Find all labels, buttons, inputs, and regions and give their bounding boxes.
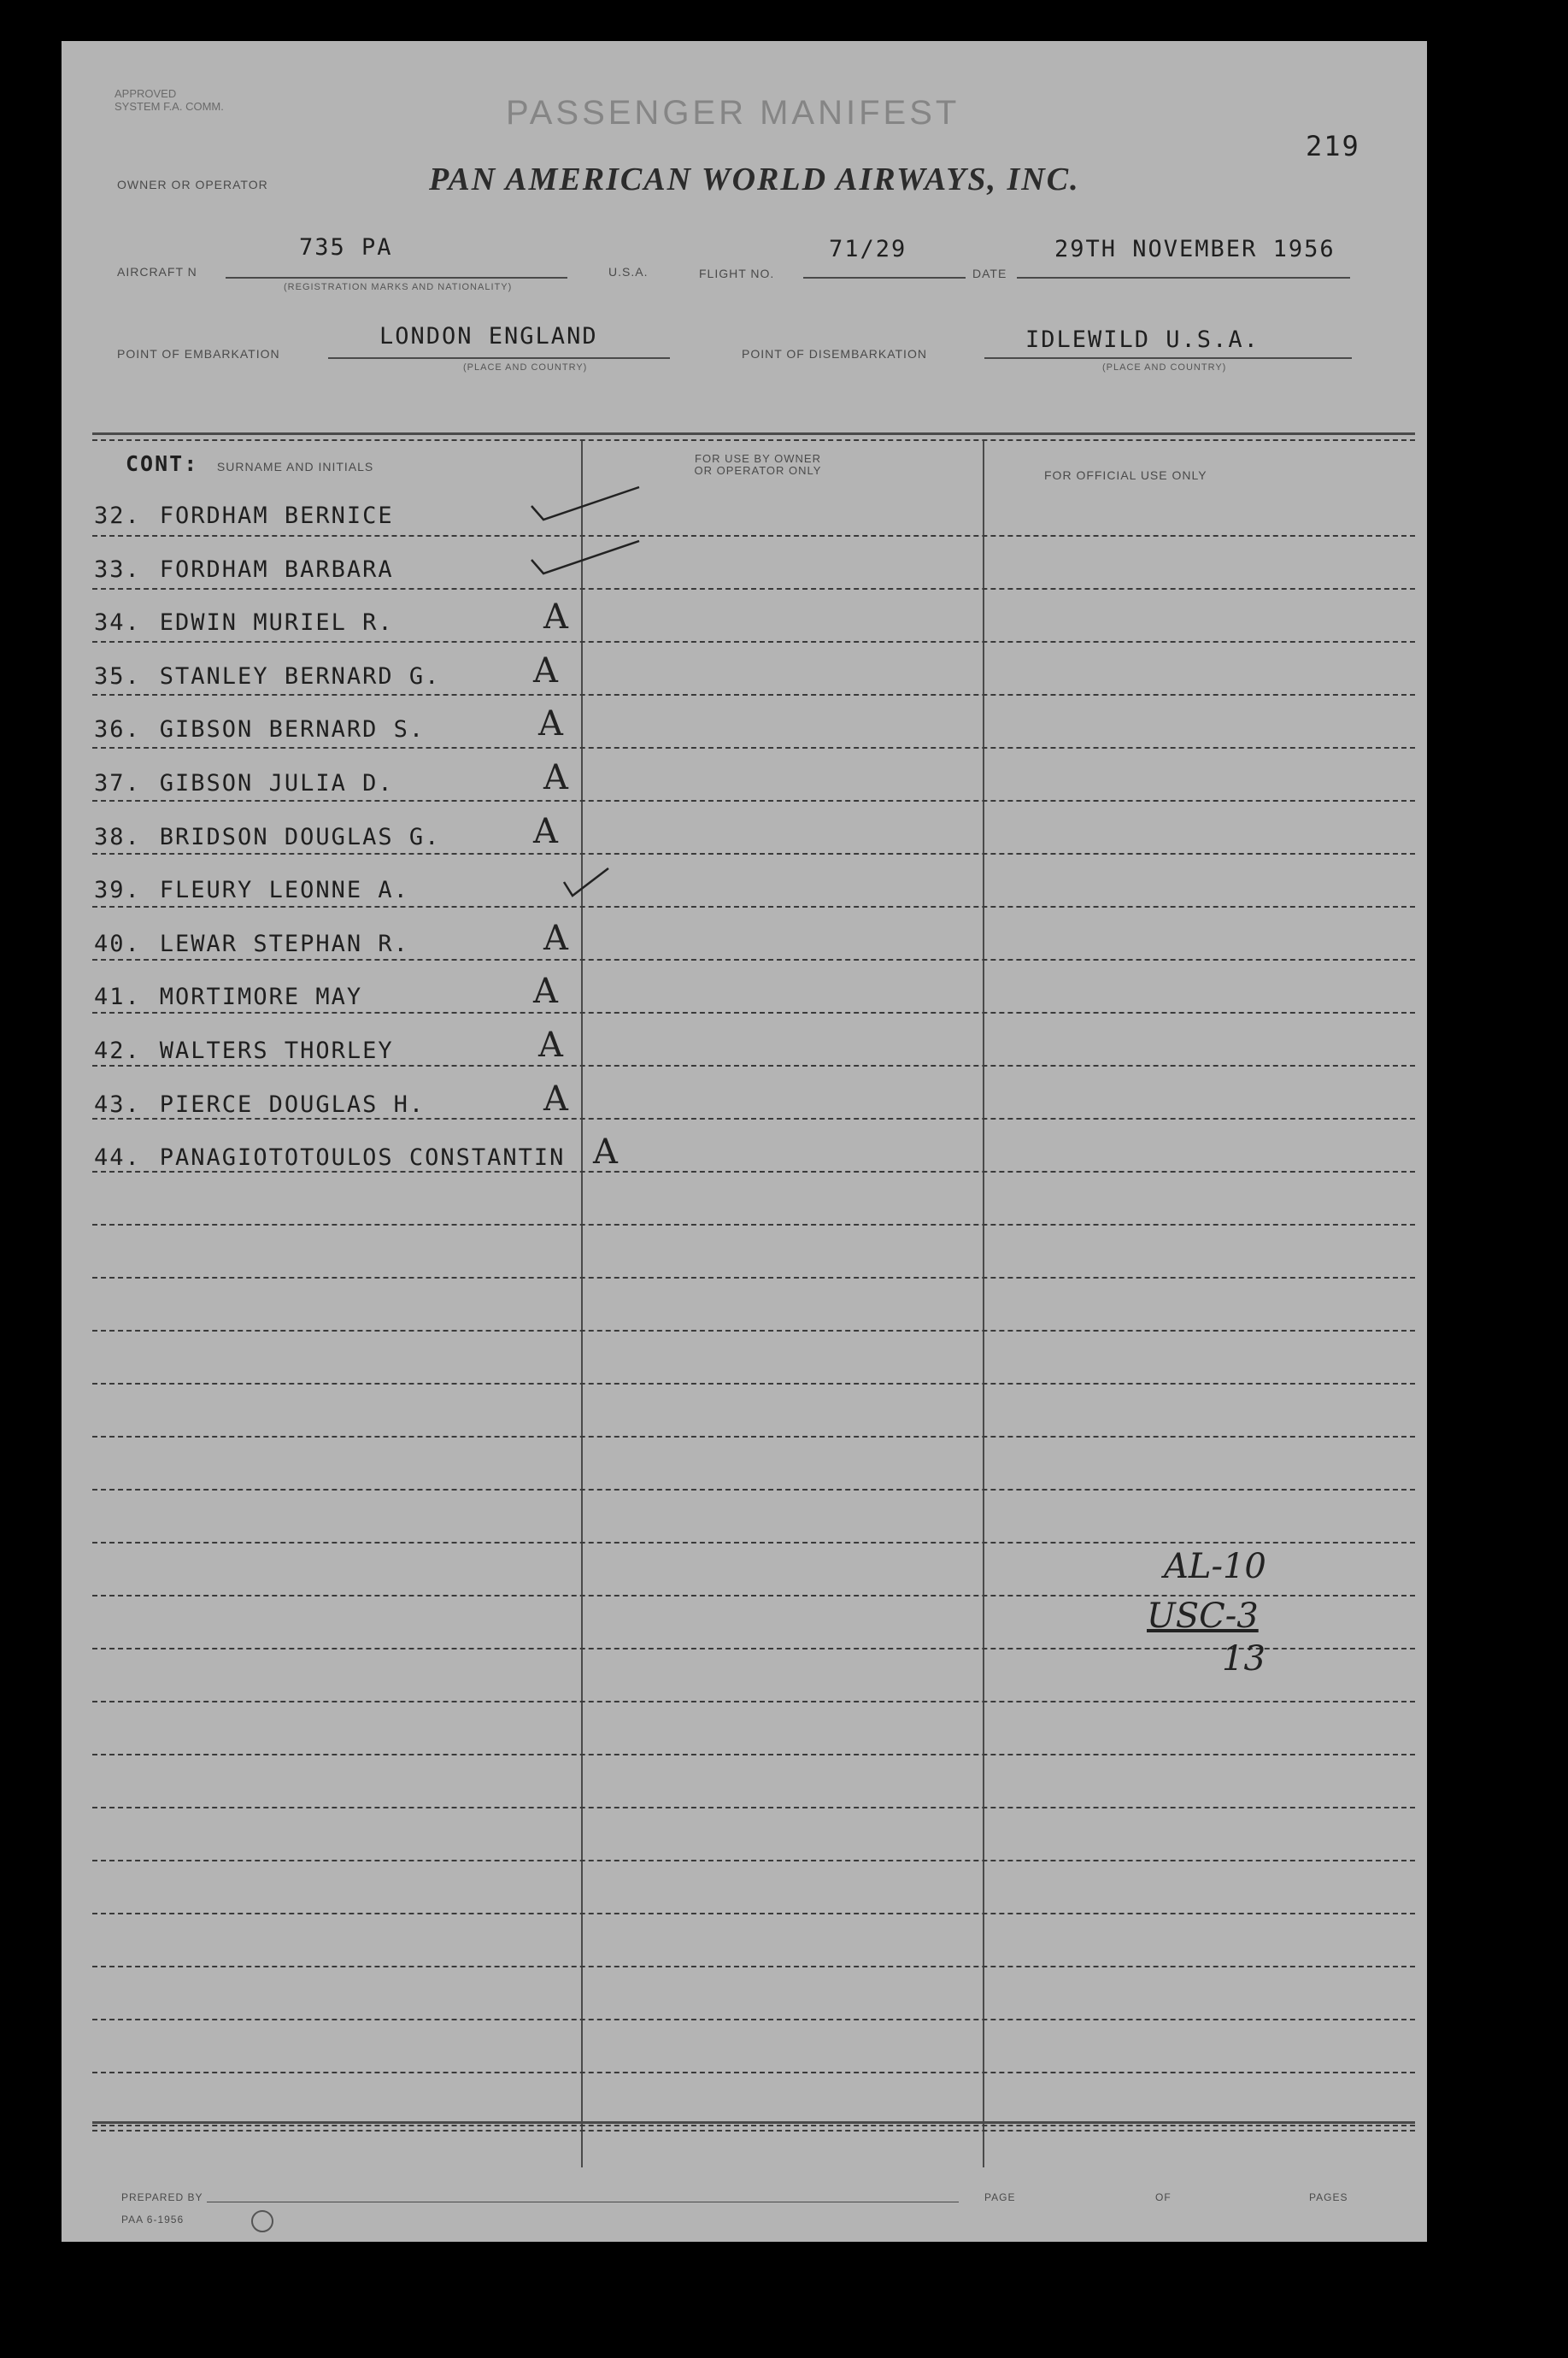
passenger-row bbox=[94, 1038, 948, 1064]
approval-stamp bbox=[115, 87, 224, 113]
passenger-name: MORTIMORE MAY bbox=[159, 984, 363, 1011]
date-label: DATE bbox=[972, 267, 1007, 280]
check-mark-icon bbox=[557, 851, 685, 903]
usa-label: U.S.A. bbox=[608, 265, 649, 279]
row-rule bbox=[92, 1860, 1415, 1861]
flight-value: 71/29 bbox=[829, 236, 907, 262]
passenger-name: LEWAR STEPHAN R. bbox=[159, 930, 409, 957]
row-rule bbox=[92, 1701, 1415, 1702]
check-mark-icon bbox=[520, 477, 648, 528]
table-bottom-rule bbox=[92, 2121, 1415, 2124]
passenger-row bbox=[94, 663, 948, 690]
row-rule bbox=[92, 1118, 1415, 1120]
operator-name: PAN AMERICAN WORLD AIRWAYS, INC. bbox=[429, 162, 1080, 197]
disembark-label: POINT OF DISEMBARKATION bbox=[742, 347, 927, 361]
date-value: 29TH NOVEMBER 1956 bbox=[1054, 236, 1336, 262]
prepared-by-label: PREPARED BY bbox=[121, 2191, 203, 2203]
tally-line-1: AL-10 bbox=[1164, 1547, 1266, 1586]
aircraft-label: AIRCRAFT N bbox=[117, 265, 197, 279]
approval-mark: A bbox=[533, 650, 558, 691]
approval-mark: A bbox=[543, 1079, 568, 1119]
passenger-name: WALTERS THORLEY bbox=[159, 1038, 394, 1064]
embark-sublabel: (PLACE AND COUNTRY) bbox=[463, 362, 588, 373]
col-divider-2 bbox=[983, 441, 984, 2167]
aircraft-value: 735 PA bbox=[299, 234, 393, 261]
row-rule bbox=[92, 1648, 1415, 1649]
passenger-name: GIBSON JULIA D. bbox=[159, 770, 394, 797]
row-rule bbox=[92, 588, 1415, 590]
col-header-surname bbox=[126, 451, 373, 476]
of-label: OF bbox=[1155, 2191, 1172, 2203]
flight-label: FLIGHT NO. bbox=[699, 267, 775, 280]
passenger-number: 34. bbox=[94, 609, 141, 637]
union-bug-icon bbox=[251, 2210, 273, 2232]
passenger-number: 42. bbox=[94, 1038, 141, 1064]
disembark-sublabel: (PLACE AND COUNTRY) bbox=[1102, 362, 1227, 373]
embark-value: LONDON ENGLAND bbox=[379, 323, 598, 350]
passenger-name: FLEURY LEONNE A. bbox=[159, 877, 409, 904]
passenger-number: 40. bbox=[94, 930, 141, 957]
row-rule bbox=[92, 535, 1415, 537]
page-label: PAGE bbox=[984, 2191, 1016, 2203]
form-number: PAA 6-1956 bbox=[121, 2214, 185, 2226]
approval-stamp-line: APPROVED bbox=[115, 87, 177, 100]
page-title: PASSENGER MANIFEST bbox=[506, 94, 960, 132]
passenger-number: 37. bbox=[94, 770, 141, 797]
row-rule bbox=[92, 641, 1415, 643]
table-bottom-rule-2 bbox=[92, 2130, 1415, 2132]
table-top-rule bbox=[92, 432, 1415, 435]
row-rule bbox=[92, 1065, 1415, 1067]
passenger-row bbox=[94, 877, 948, 903]
passenger-number: 33. bbox=[94, 556, 141, 583]
passenger-row bbox=[94, 1144, 948, 1171]
passenger-row bbox=[94, 609, 948, 636]
aircraft-underline bbox=[226, 277, 567, 279]
passenger-number: 38. bbox=[94, 823, 141, 850]
row-rule bbox=[92, 906, 1415, 908]
row-rule bbox=[92, 747, 1415, 749]
check-mark-icon bbox=[520, 531, 648, 582]
manifest-sheet bbox=[62, 41, 1427, 2242]
row-rule bbox=[92, 2072, 1415, 2073]
passenger-name: EDWIN MURIEL R. bbox=[159, 609, 394, 637]
approval-mark: A bbox=[543, 758, 568, 797]
passenger-name: STANLEY BERNARD G. bbox=[159, 662, 441, 690]
passenger-number: 39. bbox=[94, 877, 141, 904]
approval-mark: A bbox=[543, 918, 568, 958]
passenger-row bbox=[94, 1091, 948, 1118]
approval-stamp-line: SYSTEM F.A. COMM. bbox=[115, 100, 224, 113]
passenger-number: 32. bbox=[94, 503, 141, 529]
row-rule bbox=[92, 2019, 1415, 2020]
passenger-name: FORDHAM BARBARA bbox=[159, 556, 394, 583]
col-header-official: FOR OFFICIAL USE ONLY bbox=[1044, 468, 1207, 482]
row-rule bbox=[92, 1542, 1415, 1544]
disembark-value: IDLEWILD U.S.A. bbox=[1025, 326, 1260, 353]
passenger-name: PANAGIOTOTOULOS CONSTANTIN bbox=[159, 1144, 566, 1172]
row-rule bbox=[92, 959, 1415, 961]
row-rule bbox=[92, 800, 1415, 802]
passenger-number: 43. bbox=[94, 1091, 141, 1118]
date-underline bbox=[1017, 277, 1350, 279]
approval-mark: A bbox=[538, 1026, 563, 1065]
page-number: 219 bbox=[1306, 130, 1360, 162]
passenger-name: BRIDSON DOUGLAS G. bbox=[159, 823, 441, 850]
row-rule bbox=[92, 1754, 1415, 1755]
passenger-name: FORDHAM BERNICE bbox=[159, 503, 394, 529]
approval-mark: A bbox=[533, 811, 558, 851]
table-top-rule-2 bbox=[92, 439, 1415, 441]
row-rule bbox=[92, 1277, 1415, 1279]
row-rule bbox=[92, 2125, 1415, 2126]
passenger-number: 35. bbox=[94, 662, 141, 690]
row-rule bbox=[92, 694, 1415, 696]
row-rule bbox=[92, 1436, 1415, 1438]
passenger-row bbox=[94, 716, 948, 743]
row-rule bbox=[92, 1330, 1415, 1332]
embark-underline bbox=[328, 357, 670, 359]
row-rule bbox=[92, 1224, 1415, 1226]
passenger-name: PIERCE DOUGLAS H. bbox=[159, 1091, 426, 1118]
passenger-row bbox=[94, 770, 948, 797]
embark-label: POINT OF EMBARKATION bbox=[117, 347, 280, 361]
passenger-name: GIBSON BERNARD S. bbox=[159, 716, 426, 744]
surname-label: SURNAME AND INITIALS bbox=[216, 460, 374, 473]
aircraft-sublabel: (REGISTRATION MARKS AND NATIONALITY) bbox=[284, 282, 513, 292]
row-rule bbox=[92, 1383, 1415, 1385]
pages-label: PAGES bbox=[1309, 2191, 1348, 2203]
row-rule bbox=[92, 1171, 1415, 1173]
row-rule bbox=[92, 1807, 1415, 1808]
passenger-row bbox=[94, 931, 948, 957]
col-divider-1 bbox=[581, 441, 583, 2167]
row-rule bbox=[92, 853, 1415, 855]
approval-mark: A bbox=[538, 704, 563, 744]
row-rule bbox=[92, 1913, 1415, 1914]
row-rule bbox=[92, 1966, 1415, 1967]
col-header-owner: FOR USE BY OWNER OR OPERATOR ONLY bbox=[694, 452, 822, 477]
tally-total: 13 bbox=[1222, 1639, 1266, 1679]
owner-label: OWNER OR OPERATOR bbox=[117, 178, 268, 191]
flight-underline bbox=[803, 277, 966, 279]
passenger-row bbox=[94, 824, 948, 850]
passenger-number: 36. bbox=[94, 716, 141, 744]
approval-mark: A bbox=[593, 1132, 618, 1173]
row-rule bbox=[92, 1489, 1415, 1491]
disembark-underline bbox=[984, 357, 1352, 359]
cont-label: CONT: bbox=[126, 451, 199, 476]
row-rule bbox=[92, 1012, 1415, 1014]
approval-mark: A bbox=[533, 972, 558, 1012]
passenger-row bbox=[94, 984, 948, 1010]
passenger-number: 44. bbox=[94, 1144, 141, 1172]
tally-line-2: USC-3 bbox=[1147, 1597, 1259, 1636]
approval-mark: A bbox=[543, 597, 568, 638]
passenger-number: 41. bbox=[94, 984, 141, 1011]
